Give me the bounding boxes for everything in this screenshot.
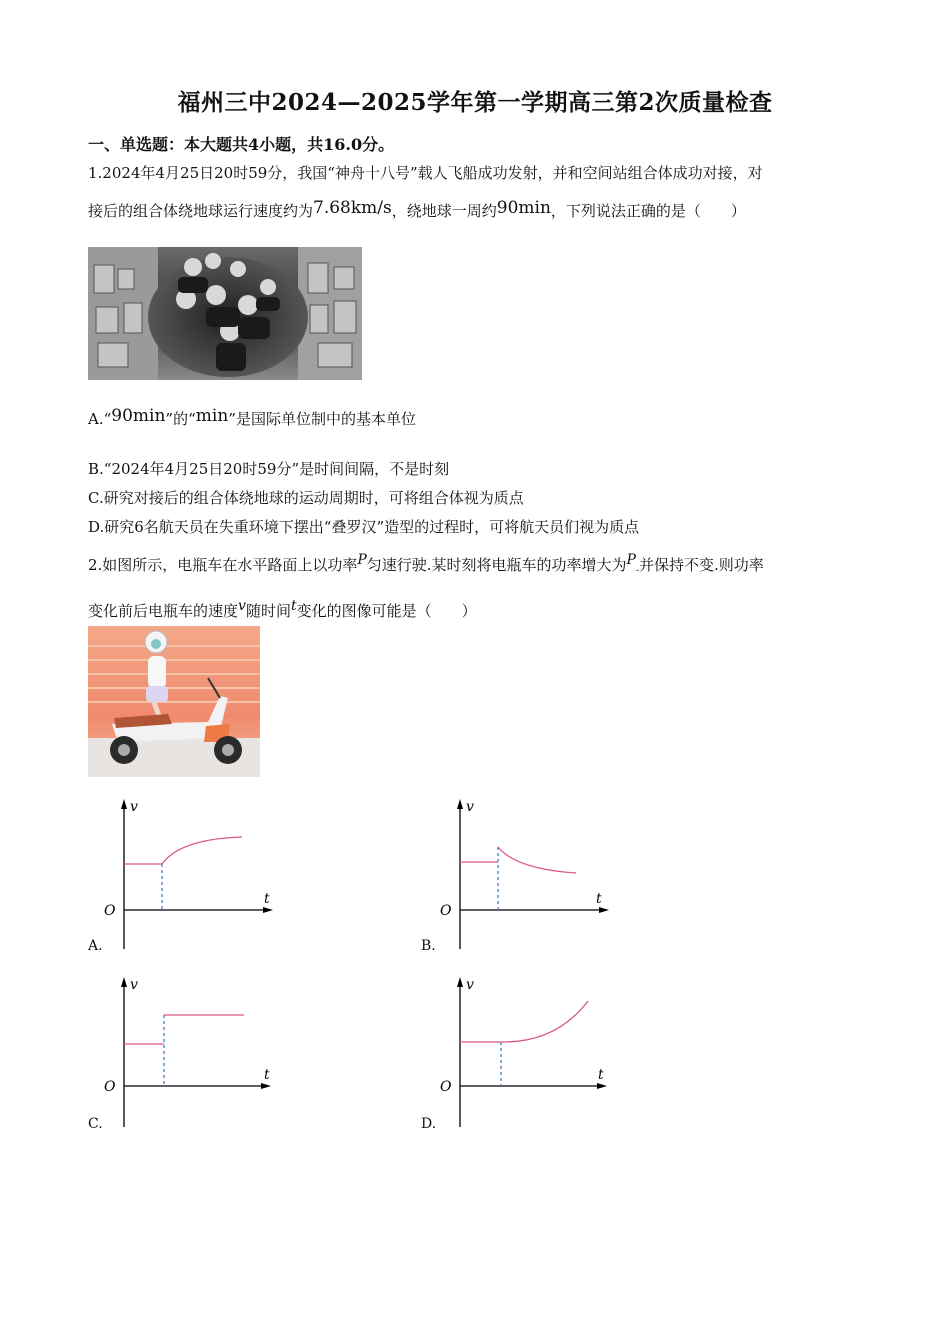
graph-a-origin: O [104, 903, 116, 919]
q1-text-a: 接后的组合体绕地球运行速度约为 [88, 202, 314, 220]
q2-line1 [88, 554, 764, 575]
graph-a-option-label: A. [88, 938, 103, 954]
q1-option-c: C.研究对接后的组合体绕地球的运动周期时，可将组合体视为质点 [88, 489, 524, 507]
graph-option-d [436, 975, 616, 1135]
q2-t: t [290, 598, 297, 614]
graph-option-a [100, 797, 280, 957]
q2-text-b: 匀速行驶.某时刻将电瓶车的功率增大为 [366, 556, 627, 574]
graph-b-t-label: t [596, 891, 602, 907]
graph-c-origin: O [104, 1079, 116, 1095]
q2-p2-subscript: - [635, 566, 639, 576]
graph-d-option-label: D. [421, 1116, 437, 1132]
space-station-photo [88, 247, 362, 380]
graph-a-v-arrow [121, 799, 127, 809]
graph-b-v-label: v [466, 799, 474, 815]
q1-text-b: ，绕地球一周约 [391, 202, 497, 220]
graph-a-curve-after [162, 837, 242, 864]
graph-a-t-label: t [264, 891, 270, 907]
graph-c-t-label: t [264, 1067, 270, 1083]
graph-b-curve-after [498, 847, 576, 873]
q1-option-d: D.研究6名航天员在失重环境下摆出“叠罗汉”造型的过程时，可将航天员们视为质点 [88, 518, 640, 536]
graph-option-c [100, 975, 280, 1135]
graph-b-option-label: B. [421, 938, 436, 954]
q1-speed: 7.68km/s [313, 198, 392, 218]
graph-c-option-label: C. [88, 1116, 103, 1132]
q2-text-e: 随时间 [245, 602, 291, 620]
graph-a-v-label: v [130, 799, 138, 815]
page-title: 福州三中2024—2025学年第一学期高三第2次质量检查 [177, 89, 773, 116]
q1-option-a-text1: A.“ [88, 410, 112, 428]
q1-option-a-math1: 90min [111, 406, 166, 426]
q2-v: v [238, 598, 246, 614]
q1-option-a [88, 408, 416, 429]
graph-b-v-arrow [457, 799, 463, 809]
graph-d-origin: O [440, 1079, 452, 1095]
graph-c-v-arrow [121, 977, 127, 987]
q2-p1: P [357, 552, 367, 568]
graph-d-curve-after [501, 1001, 588, 1042]
graph-a-t-arrow [263, 907, 273, 913]
graph-d-t-arrow [597, 1083, 607, 1089]
scooter-photo [88, 626, 260, 777]
q1-line1: 1.2024年4月25日20时59分，我国“神舟十八号”载人飞船成功发射，并和空间站组合体成功对接，对 [88, 164, 763, 182]
graph-b-t-arrow [599, 907, 609, 913]
section-heading: 一、单选题：本大题共4小题，共16.0分。 [88, 135, 395, 154]
q2-line2 [88, 600, 477, 621]
q1-option-a-text2: ”的“ [165, 410, 196, 428]
graph-option-b [436, 797, 616, 957]
q2-text-f: 变化的图像可能是（ ） [296, 602, 477, 620]
graph-c-t-arrow [261, 1083, 271, 1089]
q2-text-c: 并保持不变.则功率 [639, 556, 764, 574]
q1-period: 90min [496, 198, 551, 218]
graph-d-v-label: v [466, 977, 474, 993]
q1-text-c: ，下列说法正确的是（ ） [550, 202, 746, 220]
q1-option-b: B.“2024年4月25日20时59分”是时间间隔，不是时刻 [88, 460, 450, 478]
graph-c-v-label: v [130, 977, 138, 993]
q2-p2: P [626, 552, 636, 568]
q1-option-a-math2: min [195, 406, 229, 426]
q2-text-a: 2.如图所示，电瓶车在水平路面上以功率 [88, 556, 358, 574]
graph-d-t-label: t [598, 1067, 604, 1083]
q2-text-d: 变化前后电瓶车的速度 [88, 602, 239, 620]
graph-d-v-arrow [457, 977, 463, 987]
graph-b-origin: O [440, 903, 452, 919]
q1-line2 [88, 200, 746, 221]
q1-option-a-text3: ”是国际单位制中的基本单位 [228, 410, 416, 428]
